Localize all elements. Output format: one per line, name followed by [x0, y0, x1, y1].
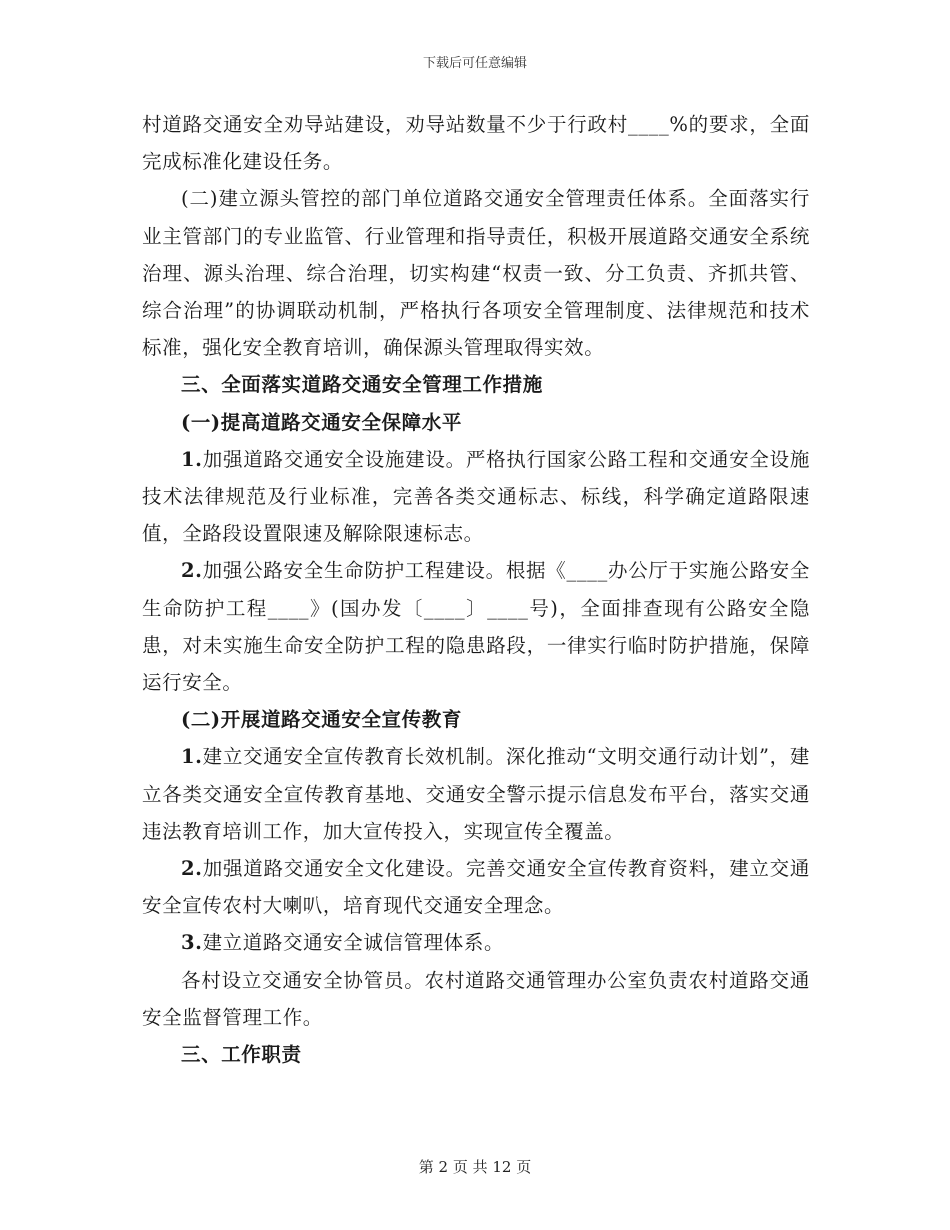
paragraph-text: (二)建立源头管控的部门单位道路交通安全管理责任体系。全面落实行业主管部门的专业监管、行业管理和指导责任，积极开展道路交通安全系统治理、源头治理、综合治理，切实构建“权责一致、分工负责、齐抓共管、综合治理”的协调联动机制，严格执行各项安全管理制度、法律规范和技术标准，强化安全教育培训，确保源头管理取得实效。: [142, 187, 810, 360]
heading-text: 三、工作职责: [181, 1043, 302, 1067]
item-number: 2.: [181, 559, 203, 583]
paragraph-text: 各村设立交通安全协管员。农村道路交通管理办公室负责农村道路交通安全监督管理工作。: [142, 968, 810, 1029]
page-footer: 第 2 页 共 12 页: [418, 1158, 532, 1176]
paragraph-text: 加强道路交通安全设施建设。严格执行国家公路工程和交通安全设施技术法律规范及行业标准，完善各类交通标志、标线，科学确定道路限速值，全路段设置限速及解除限速标志。: [142, 447, 810, 546]
document-body: [142, 106, 810, 1073]
section-heading-3: [142, 366, 810, 403]
heading-text: (一)提高道路交通安全保障水平: [181, 410, 462, 434]
section-heading-duties: [142, 1036, 810, 1073]
item-number: 2.: [181, 857, 203, 881]
item-number: 1.: [181, 745, 203, 769]
page-header: 下载后可任意编辑: [422, 56, 527, 71]
heading-text: 三、全面落实道路交通安全管理工作措施: [181, 373, 543, 397]
item-number: 3.: [181, 931, 203, 955]
paragraph-2: [142, 180, 810, 366]
paragraph-coordinators: [142, 962, 810, 1036]
paragraph-text: 村道路交通安全劝导站建设，劝导站数量不少于行政村____%的要求，全面完成标准化建设任务。: [142, 113, 810, 174]
item-2-1: [142, 738, 810, 850]
paragraph-text: 建立道路交通安全诚信管理体系。: [202, 931, 505, 955]
item-2-2: [142, 850, 810, 924]
item-2-3: [142, 924, 810, 961]
paragraph-text: 建立交通安全宣传教育长效机制。深化推动“文明交通行动计划”，建立各类交通安全宣传教育基地、交通安全警示提示信息发布平台，落实交通违法教育培训工作，加大宣传投入，实现宣传全覆盖。: [142, 745, 810, 843]
item-1-1: [142, 441, 810, 553]
paragraph-1: [142, 106, 810, 180]
subsection-heading-2: [142, 701, 810, 738]
item-1-2: [142, 552, 810, 701]
paragraph-text: 加强道路交通安全文化建设。完善交通安全宣传教育资料，建立交通安全宣传农村大喇叭，培育现代交通安全理念。: [142, 857, 810, 918]
heading-text: (二)开展道路交通安全宣传教育: [181, 708, 462, 732]
paragraph-text: 加强公路安全生命防护工程建设。根据《____办公厅于实施公路安全生命防护工程____》(国办发〔____〕____号)，全面排查现有公路安全隐患，对未实施生命安全防护工程的隐患路段，一律实行临时防护措施，保障运行安全。: [142, 559, 810, 695]
subsection-heading-1: [142, 404, 810, 441]
item-number: 1.: [181, 447, 203, 471]
